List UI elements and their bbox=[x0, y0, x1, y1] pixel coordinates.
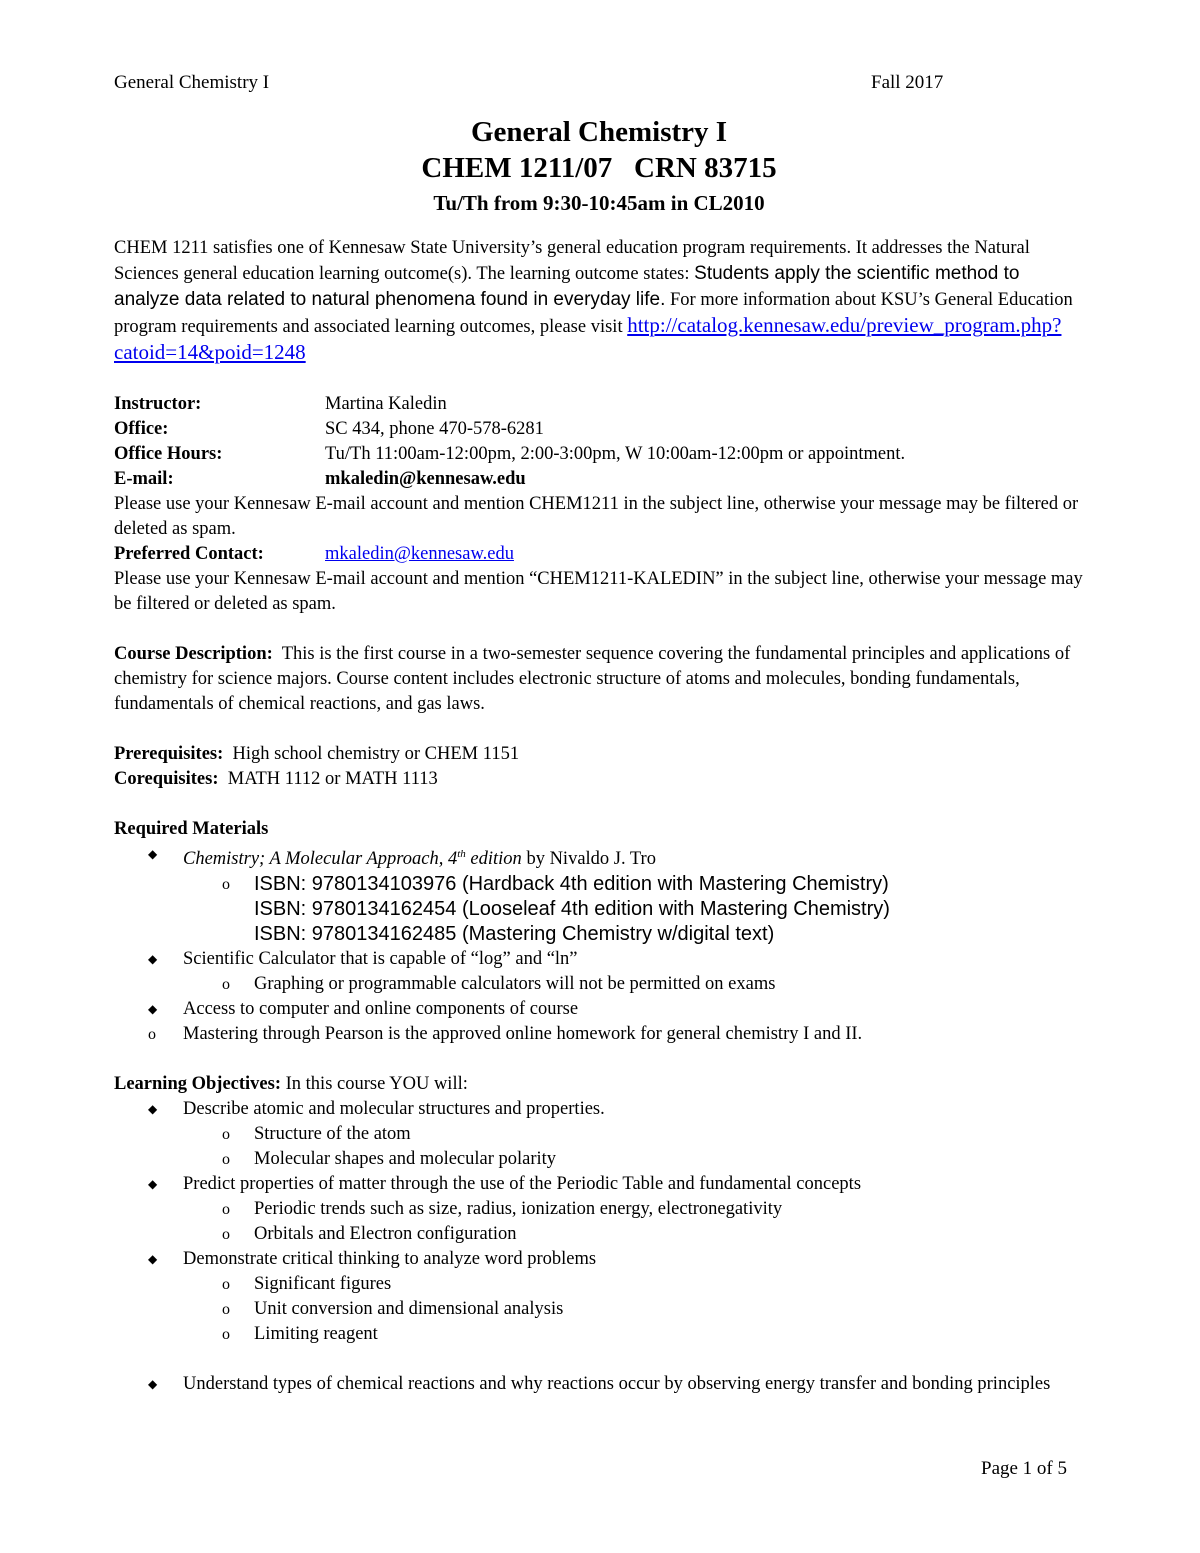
diamond-bullet-icon: ◆ bbox=[148, 847, 158, 861]
required-materials-heading: Required Materials bbox=[114, 819, 269, 839]
circle-bullet-icon: o bbox=[222, 1151, 230, 1169]
list-item: ◆ Chemistry; A Molecular Approach, 4th edition by Nivaldo J. Tro o ISBN: 9780134103976 (Hardback 4th edition with Mastering Chemistry) ISBN: 9780134162454 (Looseleaf 4th edition with Mastering Chemistry) ISBN: 9780134162485 (Mastering Chemistry w/digital text) bbox=[114, 842, 1084, 947]
learning-outcome: Students apply the scientific method to analyze data related to natural phenomena found in everyday life. bbox=[114, 263, 1020, 310]
preferred-contact-note: Please use your Kennesaw E-mail account and mention “CHEM1211-KALEDIN” in the subject line, otherwise your message may be filtered or deleted as spam. bbox=[114, 569, 1083, 614]
diamond-bullet-icon: ◆ bbox=[148, 1252, 158, 1267]
preferred-contact-row bbox=[114, 542, 1084, 567]
list-item: o Periodic trends such as size, radius, ionization energy, electronegativity bbox=[114, 1197, 1084, 1222]
gen-ed-paragraph: CHEM 1211 satisfies one of Kennesaw State University’s general education program requirements. It addresses the Natural Sciences general education learning outcome(s). The learning outcome states: Students apply the scientific method to analyze data related to natural phenomena found in everyday life. For more information about KSU’s General Education program requirements and associated learning outcomes, please visit http://catalog.kennesaw.edu/preview_program.php?catoid=14&poid=1248 bbox=[114, 238, 1073, 364]
office-hours-label: Office Hours: bbox=[114, 444, 223, 464]
list-item: o Structure of the atom bbox=[114, 1122, 1084, 1147]
document-body bbox=[114, 112, 1084, 1397]
circle-bullet-icon: o bbox=[222, 1226, 230, 1244]
corequisites: Corequisites: MATH 1112 or MATH 1113 bbox=[114, 769, 438, 789]
circle-bullet-icon: o bbox=[222, 1326, 230, 1344]
list-item: o Limiting reagent bbox=[114, 1322, 1084, 1347]
list-item: ISBN: 9780134162485 (Mastering Chemistry w/digital text) bbox=[254, 923, 775, 946]
list-item: ISBN: 9780134162454 (Looseleaf 4th edition with Mastering Chemistry) bbox=[254, 898, 890, 921]
list-item: o Molecular shapes and molecular polarity bbox=[114, 1147, 1084, 1172]
materials-list bbox=[114, 842, 1084, 1047]
office-hours-value: Tu/Th 11:00am-12:00pm, 2:00-3:00pm, W 10:00am-12:00pm or appointment. bbox=[325, 444, 906, 464]
circle-bullet-icon: o bbox=[222, 1301, 230, 1319]
list-item: o Graphing or programmable calculators will not be permitted on exams bbox=[114, 972, 1084, 997]
circle-bullet-icon: o bbox=[222, 1201, 230, 1219]
diamond-bullet-icon: ◆ bbox=[148, 952, 158, 967]
objectives-list bbox=[114, 1097, 1084, 1347]
office-hours-row bbox=[114, 442, 1084, 467]
learning-objectives-heading: Learning Objectives: In this course YOU will: bbox=[114, 1074, 468, 1095]
circle-bullet-icon: o bbox=[222, 876, 230, 894]
office-row bbox=[114, 417, 1084, 442]
preferred-contact-label: Preferred Contact: bbox=[114, 544, 264, 564]
list-item: ◆ Demonstrate critical thinking to analyze word problems o Significant figures o Unit conversion and dimensional analysis o Limiting reagent bbox=[114, 1247, 1084, 1347]
diamond-bullet-icon: ◆ bbox=[148, 1377, 158, 1392]
list-item: o Unit conversion and dimensional analysis bbox=[114, 1297, 1084, 1322]
list-item: ◆ Predict properties of matter through the use of the Periodic Table and fundamental concepts o Periodic trends such as size, radius, ionization energy, electronegativity o Orbitals and Electron configuration bbox=[114, 1172, 1084, 1247]
objectives-list-continued bbox=[114, 1372, 1084, 1397]
course-title: General Chemistry I bbox=[470, 116, 728, 148]
page-number: Page 1 of 5 bbox=[981, 1458, 1068, 1479]
circle-bullet-icon: o bbox=[222, 1126, 230, 1144]
circle-bullet-icon: o bbox=[222, 976, 230, 994]
course-description: Course Description: This is the first course in a two-semester sequence covering the fundamental principles and applications of chemistry for science majors. Course content includes electronic structure of atoms and molecules, bonding fundamentals, fundamentals of chemical reactions, and gas laws. bbox=[114, 644, 1075, 714]
office-value: SC 434, phone 470-578-6281 bbox=[325, 419, 544, 439]
diamond-bullet-icon: ◆ bbox=[148, 1102, 158, 1117]
list-item: ◆ Scientific Calculator that is capable of “log” and “ln” o Graphing or programmable calculators will not be permitted on exams bbox=[114, 947, 1084, 997]
circle-bullet-icon: o bbox=[222, 1276, 230, 1294]
list-item: ◆ Understand types of chemical reactions and why reactions occur by observing energy transfer and bonding principles bbox=[114, 1372, 1084, 1397]
instructor-label: Instructor: bbox=[114, 394, 202, 414]
catalog-link[interactable]: http://catalog.kennesaw.edu/preview_program.php?catoid=14&poid=1248 bbox=[114, 313, 1062, 364]
list-item: ◆ Describe atomic and molecular structures and properties. o Structure of the atom o Molecular shapes and molecular polarity bbox=[114, 1097, 1084, 1172]
email-note: Please use your Kennesaw E-mail account and mention CHEM1211 in the subject line, otherwise your message may be filtered or deleted as spam. bbox=[114, 494, 1079, 539]
header-course-name: General Chemistry I bbox=[114, 72, 270, 93]
list-item: o Orbitals and Electron configuration bbox=[114, 1222, 1084, 1247]
prerequisites: Prerequisites: High school chemistry or CHEM 1151 bbox=[114, 744, 520, 764]
header-term: Fall 2017 bbox=[871, 72, 944, 93]
list-item: o ISBN: 9780134103976 (Hardback 4th edition with Mastering Chemistry) bbox=[222, 873, 889, 896]
instructor-row bbox=[114, 392, 1084, 417]
list-item: ◆ Access to computer and online components of course bbox=[114, 997, 1084, 1022]
course-schedule: Tu/Th from 9:30-10:45am in CL2010 bbox=[433, 191, 765, 215]
email-label: E-mail: bbox=[114, 469, 174, 489]
course-description-label: Course Description: bbox=[114, 644, 273, 664]
diamond-bullet-icon: ◆ bbox=[148, 1177, 158, 1192]
email-value: mkaledin@kennesaw.edu bbox=[325, 469, 526, 489]
instructor-name: Martina Kaledin bbox=[325, 394, 447, 414]
list-item: o Mastering through Pearson is the approved online homework for general chemistry I and II. bbox=[114, 1022, 1084, 1047]
circle-bullet-icon: o bbox=[148, 1026, 156, 1044]
list-item: o Significant figures bbox=[114, 1272, 1084, 1297]
office-label: Office: bbox=[114, 419, 169, 439]
course-number: CHEM 1211/07 CRN 83715 bbox=[421, 152, 777, 184]
preferred-contact-link[interactable]: mkaledin@kennesaw.edu bbox=[325, 544, 514, 564]
diamond-bullet-icon: ◆ bbox=[148, 1002, 158, 1017]
email-row bbox=[114, 467, 1084, 492]
